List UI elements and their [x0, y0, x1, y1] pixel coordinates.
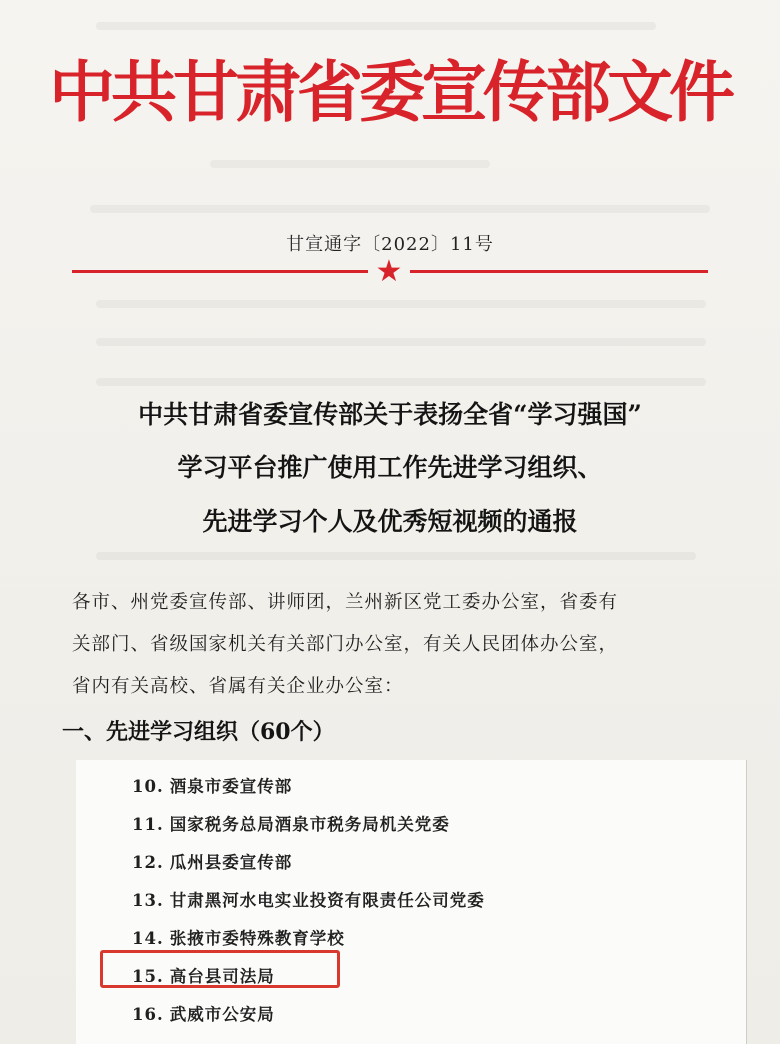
item-number: 13.: [132, 891, 164, 910]
list-item: [132, 996, 692, 1034]
item-name: 国家税务总局酒泉市税务局机关党委: [169, 815, 450, 834]
recipients-line: 各市、州党委宣传部、讲师团，兰州新区党工委办公室，省委有: [72, 592, 619, 613]
section-heading: 一、先进学习组织（60个）: [62, 719, 335, 745]
item-number: 11.: [132, 815, 164, 834]
list-item: [132, 806, 692, 844]
list-item: [132, 768, 692, 806]
item-number: 14.: [132, 929, 164, 948]
item-name: 张掖市委特殊教育学校: [169, 929, 345, 948]
bleed-through-line: [96, 552, 696, 560]
bleed-through-line: [210, 160, 490, 168]
bleed-through-line: [96, 338, 706, 346]
organization-list: [132, 768, 692, 1034]
item-number: 12.: [132, 853, 164, 872]
item-name: 甘肃黑河水电实业投资有限责任公司党委: [169, 891, 485, 910]
document-title-line: 中共甘肃省委宣传部关于表扬全省“学习强国”: [138, 400, 642, 429]
recipients-line: 关部门、省级国家机关有关部门办公室，有关人民团体办公室，: [72, 634, 619, 655]
bleed-through-line: [90, 205, 710, 213]
highlight-box: [100, 950, 340, 988]
item-name: 酒泉市委宣传部: [169, 777, 293, 796]
document-number: 甘宣通字〔2022〕11号: [286, 234, 494, 255]
document-title-line: 学习平台推广使用工作先进学习组织、: [177, 453, 603, 482]
bleed-through-line: [96, 22, 656, 30]
item-name: 武威市公安局: [169, 1005, 275, 1024]
recipients-line: 省内有关高校、省属有关企业办公室：: [72, 676, 404, 697]
document-title-line: 先进学习个人及优秀短视频的通报: [202, 507, 578, 536]
recipients-paragraph: [72, 582, 722, 708]
red-rule-right: [410, 270, 708, 273]
item-number: 15.: [132, 967, 164, 986]
list-item: [132, 844, 692, 882]
document-masthead: 中共甘肃省委宣传部文件: [49, 54, 731, 131]
red-star-icon: ★: [375, 254, 403, 289]
bleed-through-line: [96, 300, 706, 308]
item-name: 瓜州县委宣传部: [169, 853, 293, 872]
bleed-through-line: [96, 378, 706, 386]
item-name: 高台县司法局: [169, 967, 275, 986]
item-number: 10.: [132, 777, 164, 796]
red-rule-left: [72, 270, 368, 273]
item-number: 16.: [132, 1005, 164, 1024]
list-item: [132, 882, 692, 920]
